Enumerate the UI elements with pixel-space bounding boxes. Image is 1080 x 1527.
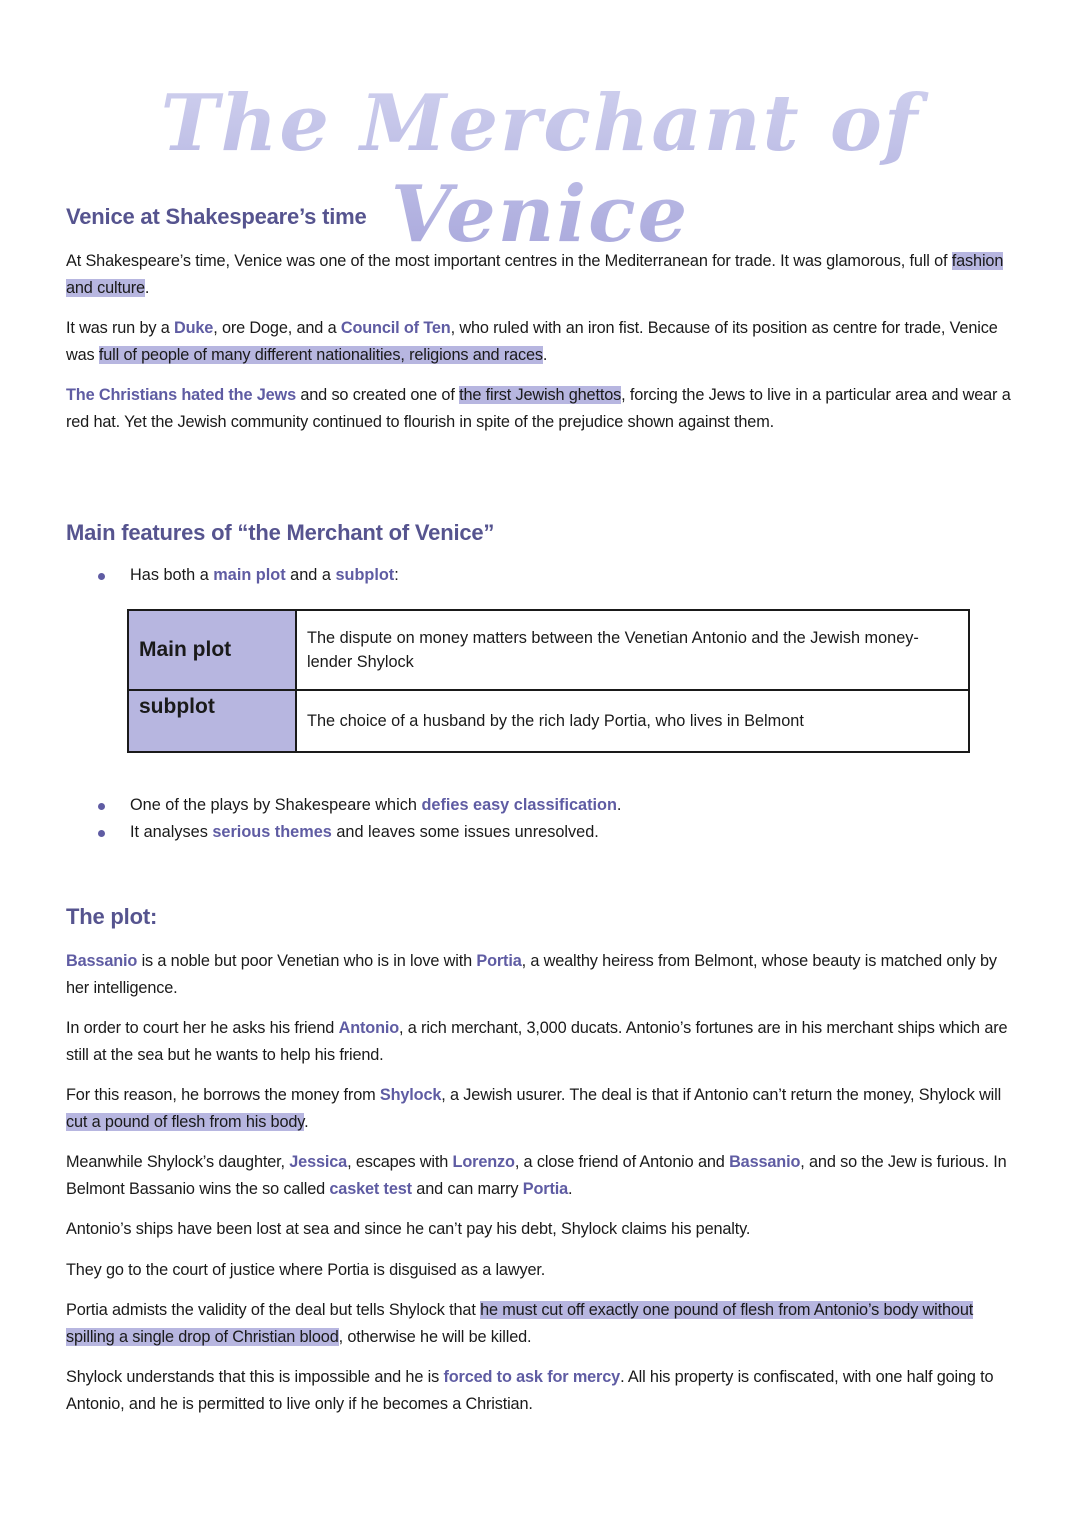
bullet-list	[66, 562, 1016, 589]
keyword: Duke	[174, 319, 214, 337]
highlight: full of people of many different nationalities, religions and races	[98, 345, 543, 364]
text: In order to court her he asks his friend	[66, 1019, 339, 1037]
section-venice	[66, 204, 1016, 435]
text: , who ruled with an iron fist. Because of its position as centre for trade, Venice was	[66, 319, 998, 364]
keyword: Jessica	[289, 1153, 348, 1171]
section-main-features	[66, 520, 1016, 589]
bullet-icon	[98, 573, 105, 580]
row-description: The dispute on money matters between the Venetian Antonio and the Jewish money-lender Shylock	[296, 610, 969, 690]
text: , a rich merchant, 3,000 ducats. Antonio’s fortunes are in his merchant ships which are still at the sea but he wants to help his friend.	[66, 1019, 1008, 1064]
text: At Shakespeare’s time, Venice was one of the most important centres in the Mediterranean for trade. It was glamorous, full of	[66, 252, 952, 270]
keyword: subplot	[335, 566, 395, 584]
bullet-list	[66, 792, 1016, 846]
paragraph	[66, 382, 1016, 435]
keyword: Council of Ten	[340, 319, 451, 337]
highlight: cut a pound of flesh from his body	[66, 1112, 305, 1131]
text: .	[616, 796, 622, 814]
section-heading: Venice at Shakespeare’s time	[66, 204, 367, 229]
highlight: fashion and culture	[66, 252, 1004, 297]
text: , and so the Jew is furious. In Belmont Bassanio wins the so called	[66, 1153, 1007, 1198]
bullet-icon	[98, 803, 105, 810]
highlight: the first Jewish ghettos	[459, 386, 622, 404]
row-label: Main plot	[128, 610, 296, 690]
keyword: Portia	[476, 952, 522, 970]
paragraph	[66, 948, 1016, 1001]
keyword: serious themes	[212, 823, 332, 841]
text: , a Jewish usurer. The deal is that if Antonio can’t return the money, Shylock will	[441, 1086, 1002, 1104]
paragraph: Antonio’s ships have been lost at sea and since he can’t pay his debt, Shylock claims his penalty.	[66, 1220, 751, 1238]
section-heading: The plot:	[66, 904, 158, 929]
text: It analyses	[130, 823, 213, 841]
text: :	[394, 566, 399, 584]
keyword: The Christians hated the Jews	[66, 386, 296, 404]
text: , a wealthy heiress from Belmont, whose beauty is matched only by her intelligence.	[66, 952, 997, 997]
paragraph	[66, 315, 1016, 368]
text: .	[304, 1112, 309, 1131]
bullet-item	[66, 819, 1016, 846]
text: , escapes with	[347, 1153, 453, 1171]
text: Meanwhile Shylock’s daughter,	[66, 1153, 290, 1171]
row-description: The choice of a husband by the rich lady Portia, who lives in Belmont	[296, 690, 969, 752]
highlight: he must cut off exactly one pound of flesh from Antonio’s body without spilling a single drop of Christian blood	[66, 1301, 974, 1346]
paragraph	[66, 1297, 1016, 1350]
paragraph	[66, 1015, 1016, 1068]
text: .	[542, 345, 548, 364]
text: Portia admists the validity of the deal but tells Shylock that	[66, 1301, 481, 1319]
text: and so created one of	[295, 386, 460, 404]
text: is a noble but poor Venetian who is in love with	[137, 952, 477, 970]
text: It was run by a	[66, 319, 174, 337]
section-main-features-more	[66, 792, 1016, 846]
text: . All his property is confiscated, with one half going to Antonio, and he is permitted to live only if he becomes a Christian.	[66, 1368, 994, 1413]
text: , forcing the Jews to live in a particular area and wear a red hat. Yet the Jewish community continued to flourish in spite of the prejudice shown against them.	[66, 386, 1011, 431]
table-row	[128, 610, 969, 690]
section-heading: Main features of “the Merchant of Venice”	[66, 520, 495, 545]
bullet-icon	[98, 830, 105, 837]
text: , a close friend of Antonio and	[514, 1153, 730, 1171]
keyword: Lorenzo	[452, 1153, 515, 1171]
paragraph	[66, 1364, 1016, 1417]
keyword: defies easy classification	[421, 796, 617, 814]
table-row	[128, 690, 969, 752]
bullet-item	[66, 792, 1016, 819]
section-plot	[66, 904, 1016, 1417]
text: Has both a	[130, 566, 214, 584]
keyword: Bassanio	[729, 1153, 801, 1171]
keyword: Bassanio	[66, 952, 138, 970]
keyword: Antonio	[338, 1019, 400, 1037]
page-title: The Merchant of Venice	[0, 78, 1080, 260]
text: and a	[285, 566, 336, 584]
text: , otherwise he will be killed.	[338, 1327, 532, 1346]
text: .	[144, 278, 150, 297]
paragraph	[66, 1149, 1016, 1202]
text: and can marry	[411, 1179, 523, 1198]
text: For this reason, he borrows the money from	[66, 1086, 380, 1104]
keyword: Shylock	[379, 1086, 442, 1104]
text: One of the plays by Shakespeare which	[130, 796, 422, 814]
text: Shylock understands that this is impossible and he is	[66, 1368, 444, 1386]
text: and leaves some issues unresolved.	[331, 823, 599, 841]
plot-table	[127, 609, 970, 753]
keyword: main plot	[213, 566, 286, 584]
keyword: casket test	[329, 1179, 412, 1198]
text: , ore Doge, and a	[213, 319, 341, 337]
text: .	[568, 1179, 573, 1198]
bullet-item	[66, 562, 1016, 589]
paragraph	[66, 248, 1016, 301]
row-label: subplot	[128, 690, 296, 752]
keyword: Portia	[522, 1179, 569, 1198]
paragraph: They go to the court of justice where Portia is disguised as a lawyer.	[66, 1260, 546, 1279]
keyword: forced to ask for mercy	[443, 1368, 621, 1386]
paragraph	[66, 1082, 1016, 1135]
